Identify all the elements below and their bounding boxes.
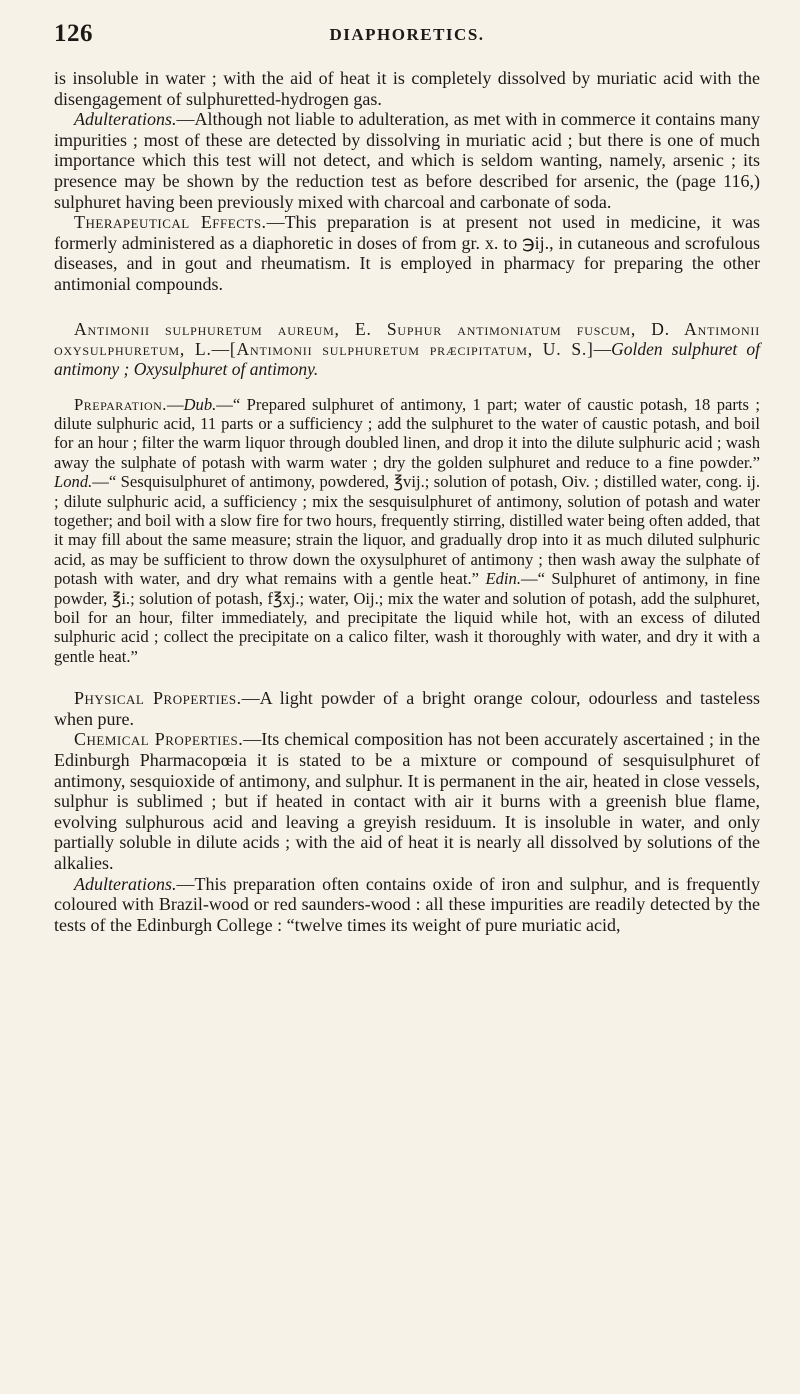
section-heading-golden-sulphuret [54,319,760,379]
preparation-dublin-text: —“ Prepared sulphuret of antimony, 1 part; water of caustic potash, 18 parts ; dilute sulphuric acid, 11 parts or a sufficiency ; add the sulphuret to the water of caustic potash, and boil for an hour ; filter the warm liquor through doubled linen, and drop it into the dilute sulphuric acid ; wash away the sulphate of potash with warm water ; dry the golden sulphuret and reduce to a fine powder.” [54,394,760,472]
source-london: Lond. [54,472,93,492]
therapeutical-effects-text: —This preparation is at present not used in medicine, it was formerly administered as a diaphoretic in doses of from gr. x. to ℈ij., in cutaneous and scrofulous diseases, and in gout and rheumatism. It is employed in pharmacy for preparing the other antimonial compounds. [54,212,760,294]
adulterations-text: —Although not liable to adulteration, as met with in commerce it contains many impurities ; most of these are detected by dissolving in muriatic acid ; but there is one of much importance which this test will not detect, and which is seldom wanting, namely, arsenic ; its presence may be shown by the reduction test as before described for arsenic, the (page 116,) sulphuret having been previously mixed with charcoal and carbonate of soda. [54,109,760,212]
physical-properties-label: Physical Properties. [74,688,242,709]
running-title: DIAPHORETICS. [329,25,485,44]
heading-names: Antimonii sulphuretum aureum, E. Suphur antimoniatum fuscum, D. Antimonii oxysulphuretum, L.—[Antimonii sulphuretum præcipitatum, U. S.] [54,318,760,359]
paragraph-adulterations [54,109,760,212]
chemical-properties-label: Chemical Properties. [74,729,244,750]
page-number: 126 [54,20,93,47]
heading-separator: — [593,338,612,359]
paragraph-therapeutical-effects [54,212,760,294]
paragraph-physical-properties [54,688,760,729]
chemical-properties-text: —Its chemical composition has not been accurately ascertained ; in the Edinburgh Pharmacopœia it is stated to be a mixture or compound of sesquisulphuret of antimony, sesquioxide of antimony, and sulphur. It is permanent in the air, heated in close vessels, sulphur is sublimed ; but if heated in contact with air it burns with a greenish blue flame, evolving sulphurous acid and leaving a greyish residuum. It is insoluble in water, and only partially soluble in dilute acids ; with the aid of heat it is nearly all dissolved by solutions of the alkalies. [54,729,760,873]
adulterations-label: Adulterations. [74,109,177,130]
preparation-dash: — [166,394,184,414]
source-dublin: Dub. [183,394,217,414]
heading-italic-title: Golden sulphuret of antimony ; Oxysulphuret of antimony. [54,338,760,379]
page-body [54,68,760,935]
paragraph-adulterations-golden [54,874,760,936]
solubility-text: is insoluble in water ; with the aid of heat it is completely dissolved by muriatic acid with the disengagement of sulphuretted-hydrogen gas. [54,68,760,109]
preparation-label: Preparation. [74,394,167,414]
preparation-edinburgh-text: —“ Sulphuret of antimony, in fine powder, ℥i.; solution of potash, f℥xj.; water, Oij.; mix the water and solution of potash, add the sulphuret, boil for an hour, filter immediately, and precipitate the liquid while hot, with an excess of diluted sulphuric acid ; collect the precipitate on a calico filter, wash it thoroughly with water, and dry it with a gentle heat.” [54,569,760,666]
running-head [54,20,760,56]
paragraph-preparation [54,395,760,667]
adulterations-golden-text: —This preparation often contains oxide of iron and sulphur, and is frequently coloured with Brazil-wood or red saunders-wood : all these impurities are readily detected by the tests of the Edinburgh College : “twelve times its weight of pure muriatic acid, [54,873,760,935]
therapeutical-effects-label: Therapeutical Effects. [74,212,267,233]
preparation-london-text: —“ Sesquisulphuret of antimony, powdered, ℥vij.; solution of potash, Oiv. ; distilled water, cong. ij. ; dilute sulphuric acid, a sufficiency ; mix the sesquisulphuret of antimony, solution of potash and water together; and boil with a slow fire for two hours, frequently stirring, distilled water being often added, that it may fill about the same measure; strain the liquor, and gradually drop into it as much diluted sulphuric acid, as may be sufficient to throw down the oxysulphuret of antimony ; then wash away the sulphate of potash with water, and dry what remains with a gentle heat.” [54,472,760,589]
source-edinburgh: Edin. [485,569,521,589]
paragraph-chemical-properties [54,729,760,873]
paragraph-solubility [54,68,760,109]
physical-properties-text: —A light powder of a bright orange colour, odourless and tasteless when pure. [54,688,760,729]
adulterations-golden-label: Adulterations. [74,873,177,894]
